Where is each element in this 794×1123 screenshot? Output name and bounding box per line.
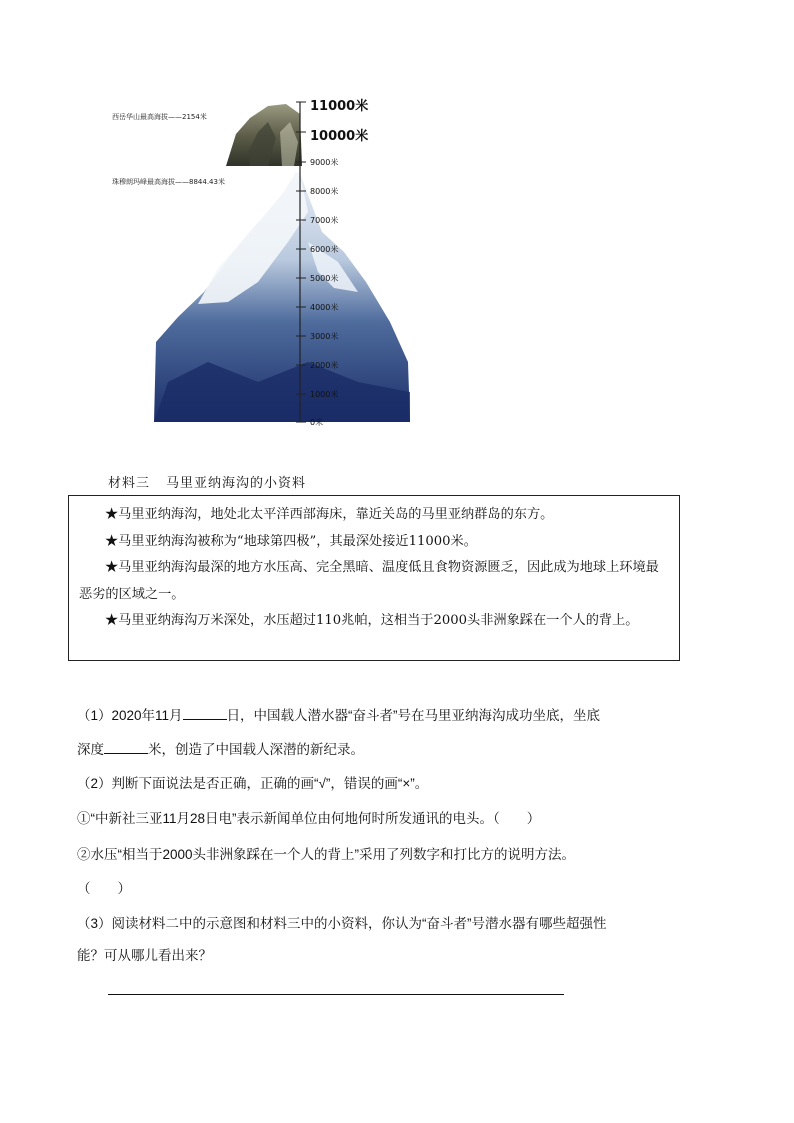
question-1-line-2: 深度 米，创造了中国载人深潜的新纪录。 [77,742,364,757]
material-title: 马里亚纳海沟的小资料 [166,476,307,491]
scale-label-1000: 1000米 [310,390,339,399]
answer-line[interactable] [108,994,564,995]
scale-label-9000: 9000米 [310,158,339,167]
everest-caption: 珠穆朗玛峰最高海拔——8844.43米 [112,178,225,186]
scale-label-11000: 11000米 [310,99,369,114]
scale-label-0: 0米 [310,418,324,427]
material-item: ★马里亚纳海沟最深的地方水压高、完全黑暗、温度低且食物资源匮乏，因此成为地球上环境最恶劣的区域之一。 [79,560,659,602]
question-3-line-2: 能？可从哪儿看出来？ [77,948,212,963]
everest-mountain [154,172,410,422]
scale-label-8000: 8000米 [310,187,339,196]
question-2-item-1: ①“中新社三亚11月28日电”表示新闻单位由何地何时所发通讯的电头。（ ） [77,811,541,826]
scale-label-2000: 2000米 [310,361,339,370]
material-item: ★马里亚纳海沟万米深处，水压超过110兆帕，这相当于2000头非洲象踩在一个人的背上。 [105,613,639,628]
question-2-item-2: ②水压“相当于2000头非洲象踩在一个人的背上”采用了列数字和打比方的说明方法。 [77,847,576,862]
question-3-line-1: （3）阅读材料二中的示意图和材料三中的小资料，你认为“奋斗者”号潜水器有哪些超强性 [77,916,607,931]
scale-label-5000: 5000米 [310,274,339,283]
scale-label-4000: 4000米 [310,303,339,312]
huashan-mountain [226,104,302,166]
material-three-heading [108,472,322,491]
answer-blank-depth[interactable] [104,741,148,754]
material-item: ★马里亚纳海沟，地处北太平洋西部海床，靠近关岛的马里亚纳群岛的东方。 [105,507,554,522]
material-label: 材料三 [108,476,151,491]
scale-label-3000: 3000米 [310,332,339,341]
answer-blank-day[interactable] [183,707,227,720]
huashan-caption: 西岳华山最高海拔——2154米 [112,113,207,121]
scale-label-7000: 7000米 [310,216,339,225]
altitude-figure [108,92,410,426]
scale-label-10000: 10000米 [310,129,369,144]
material-item: ★马里亚纳海沟被称为“地球第四极”，其最深处接近11000米。 [105,533,477,549]
scale-label-6000: 6000米 [310,245,339,254]
question-2-item-2-paren[interactable]: （ ） [77,881,131,896]
question-2: （2）判断下面说法是否正确，正确的画“√”，错误的画“×”。 [77,776,429,791]
material-three-box [68,495,680,661]
question-1-line-1: （1）2020年11月 日，中国载人潜水器“奋斗者”号在马里亚纳海沟成功坐底，坐底 [77,708,601,723]
